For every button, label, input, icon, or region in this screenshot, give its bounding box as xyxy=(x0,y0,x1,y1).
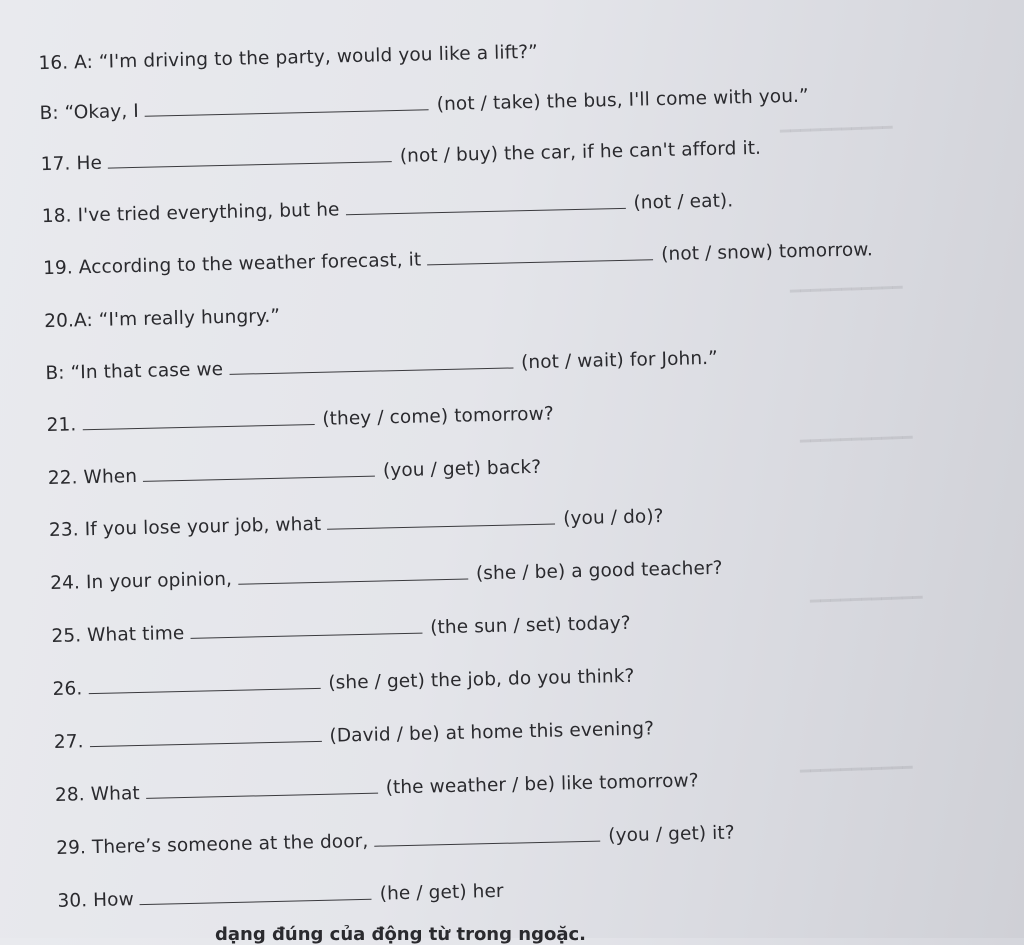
item-suffix: (they / come) tomorrow? xyxy=(322,403,554,430)
exercise-item-16b xyxy=(39,86,809,124)
exercise-item-20a xyxy=(44,306,280,332)
exercise-item-24 xyxy=(50,558,723,594)
answer-blank[interactable] xyxy=(374,827,600,847)
answer-blank[interactable] xyxy=(108,147,392,168)
item-suffix: (the sun / set) today? xyxy=(430,612,631,639)
item-prefix: B: “Okay, I xyxy=(39,100,140,125)
item-prefix: 17. He xyxy=(40,152,103,176)
item-suffix: (not / eat). xyxy=(633,190,734,214)
answer-blank[interactable] xyxy=(345,194,625,215)
item-prefix: 27. xyxy=(53,731,84,753)
item-suffix: (you / get) back? xyxy=(382,456,542,482)
item-prefix: B: “In that case we xyxy=(45,359,224,385)
exercise-item-18 xyxy=(42,190,734,227)
bleed-through-mark: ━━━━━━━━━━━ xyxy=(799,428,913,452)
item-prefix: 26. xyxy=(52,678,83,700)
item-prefix: 21. xyxy=(46,414,77,437)
exercise-item-16a xyxy=(38,42,538,74)
item-text: 16. A: “I'm driving to the party, would you like a lift?” xyxy=(38,41,539,75)
answer-blank[interactable] xyxy=(190,619,422,639)
item-prefix: 19. According to the weather forecast, it xyxy=(42,249,422,280)
item-suffix: (David / be) at home this evening? xyxy=(329,718,655,747)
item-text: 20.A: “I'm really hungry.” xyxy=(44,305,281,333)
answer-blank[interactable] xyxy=(229,353,513,374)
exercise-item-28 xyxy=(55,770,699,806)
next-section-heading: dạng đúng của động từ trong ngoặc. xyxy=(215,924,586,945)
item-prefix: 22. When xyxy=(47,466,138,490)
exercise-item-17 xyxy=(41,138,762,175)
item-suffix: (not / take) the bus, I'll come with you.” xyxy=(436,85,809,116)
answer-blank[interactable] xyxy=(327,510,555,530)
exercise-item-29 xyxy=(56,823,735,859)
answer-blank[interactable] xyxy=(89,727,321,747)
item-suffix: (not / wait) for John.” xyxy=(520,347,719,374)
bleed-through-mark: ━━━━━━━━━━━ xyxy=(789,278,903,302)
exercise-item-23 xyxy=(49,506,664,541)
item-suffix: (she / be) a good teacher? xyxy=(475,557,723,585)
answer-blank[interactable] xyxy=(238,565,468,585)
answer-blank[interactable] xyxy=(427,245,653,265)
item-suffix: (you / do)? xyxy=(562,506,664,530)
item-suffix: (you / get) it? xyxy=(608,822,735,847)
item-prefix: 24. In your opinion, xyxy=(50,568,233,595)
item-prefix: 25. What time xyxy=(51,622,185,647)
exercise-item-20b xyxy=(45,348,718,384)
answer-blank[interactable] xyxy=(88,674,320,694)
item-prefix: 18. I've tried everything, but he xyxy=(41,199,340,228)
bleed-through-mark: ━━━━━━━━━━━ xyxy=(779,118,893,142)
item-prefix: 28. What xyxy=(54,783,140,806)
exercise-item-30 xyxy=(57,881,504,912)
bleed-through-mark: ━━━━━━━━━━━ xyxy=(799,758,913,782)
item-suffix: (not / buy) the car, if he can't afford it. xyxy=(399,137,762,167)
item-suffix: (not / snow) tomorrow. xyxy=(660,239,874,266)
item-suffix: (the weather / be) like tomorrow? xyxy=(385,770,699,799)
bleed-through-mark: ━━━━━━━━━━━ xyxy=(809,588,923,612)
answer-blank[interactable] xyxy=(145,95,429,116)
exercise-item-27 xyxy=(54,718,655,753)
item-prefix: 30. How xyxy=(57,889,135,912)
answer-blank[interactable] xyxy=(140,885,372,905)
exercise-item-25 xyxy=(51,613,631,647)
item-prefix: 29. There’s someone at the door, xyxy=(56,830,369,859)
exercise-item-26 xyxy=(52,666,634,700)
answer-blank[interactable] xyxy=(82,410,314,430)
item-suffix: (she / get) the job, do you think? xyxy=(328,665,635,694)
item-suffix: (he / get) her xyxy=(379,880,504,905)
answer-blank[interactable] xyxy=(143,462,375,482)
exercise-item-19 xyxy=(43,239,873,279)
exercise-item-22 xyxy=(48,457,542,489)
answer-blank[interactable] xyxy=(146,779,378,799)
item-prefix: 23. If you lose your job, what xyxy=(48,513,322,542)
exercise-item-21 xyxy=(46,404,554,437)
